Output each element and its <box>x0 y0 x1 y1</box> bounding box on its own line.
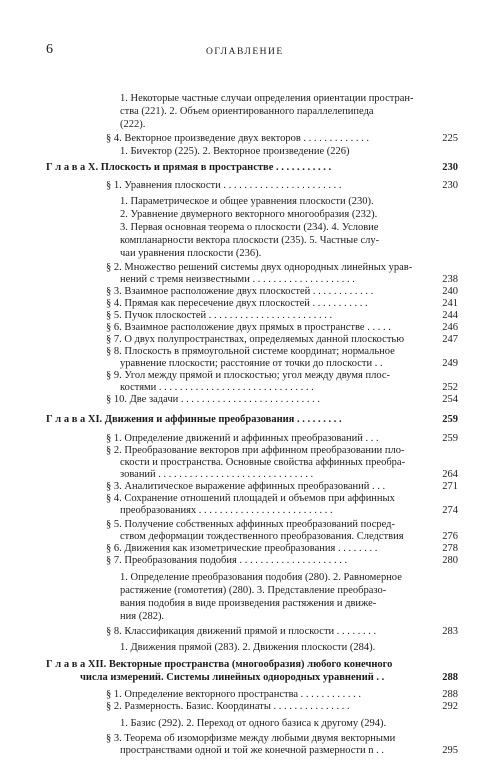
toc-page-number: 292 <box>442 701 458 712</box>
toc-line: § 5. Пучок плоскостей . . . . . . . . . . . . . . . . . . . . . . . . <box>106 310 333 321</box>
toc-line: § 2. Преобразование векторов при аффинном преобразовании пло- <box>106 445 405 456</box>
toc-line: § 1. Определение векторного пространства . . . . . . . . . . . . <box>106 689 362 700</box>
toc-line: ства (221). 2. Объем ориентированного параллелепипеда <box>120 106 374 117</box>
toc-page-number: 288 <box>442 672 458 683</box>
toc-line: § 6. Взаимное расположение двух прямых в пространстве . . . . . <box>106 322 391 333</box>
toc-line: зований . . . . . . . . . . . . . . . . . . . . . . . . . . . . . . <box>120 469 314 480</box>
toc-line: костями . . . . . . . . . . . . . . . . . . . . . . . . . . . . . . <box>120 382 314 393</box>
toc-line: § 4. Прямая как пересечение двух плоскостей . . . . . . . . . . . <box>106 298 368 309</box>
toc-line: § 8. Классификация движений прямой и плоскости . . . . . . . . <box>106 626 377 637</box>
toc-line: ния (282). <box>120 611 165 622</box>
toc-page-number: 230 <box>442 180 458 191</box>
toc-page-number: 225 <box>442 133 458 144</box>
toc-page-number: 249 <box>442 358 458 369</box>
toc-page-number: 254 <box>442 394 458 405</box>
toc-line: 1. Движения прямой (283). 2. Движения плоскости (284). <box>120 642 376 653</box>
toc-line: § 1. Уравнения плоскости . . . . . . . . . . . . . . . . . . . . . . . <box>106 180 342 191</box>
toc-line: растяжение (гомотетия) (280). 3. Представление преобразо- <box>120 585 387 596</box>
toc-page-number: 247 <box>442 334 458 345</box>
toc-line: § 2. Размерность. Базис. Координаты . . . . . . . . . . . . . . . <box>106 701 350 712</box>
toc-line: 1. Биvектор (225). 2. Векторное произведение (226) <box>120 146 350 157</box>
toc-page-number: 271 <box>442 481 458 492</box>
toc-line: § 3. Теорема об изоморфизме между любыми двумя векторными <box>106 733 396 744</box>
toc-line: 1. Некоторые частные случаи определения ориентации простран- <box>120 93 414 104</box>
toc-line: скости и пространства. Основные свойства аффинных преобра- <box>120 457 406 468</box>
toc-page-number: 276 <box>442 531 458 542</box>
toc-page-number: 274 <box>442 505 458 516</box>
toc-page-number: 230 <box>442 162 458 173</box>
toc-line: нений с тремя неизвестными . . . . . . . . . . . . . . . . . . . . <box>120 274 355 285</box>
toc-line: § 8. Плоскость в прямоугольной системе координат; нормальное <box>106 346 395 357</box>
toc-page-number: 283 <box>442 626 458 637</box>
toc-line: чаи уравнения плоскости (236). <box>120 248 262 259</box>
chapter-heading: Г л а в а X. Плоскость и прямая в пространстве . . . . . . . . . . . <box>46 162 332 173</box>
toc-page-number: 252 <box>442 382 458 393</box>
toc-line: § 2. Множество решений системы двух однородных линейных урав- <box>106 262 413 273</box>
toc-line: ством деформации тождественного преобразования. Следствия <box>120 531 404 542</box>
toc-line: компланарности вектора плоскости (235). 5. Частные слу- <box>120 235 380 246</box>
toc-page-number: 240 <box>442 286 458 297</box>
chapter-heading: числа измерений. Системы линейных однородных уравнений . . <box>80 672 385 683</box>
toc-line: § 4. Векторное произведение двух векторов . . . . . . . . . . . . . <box>106 133 370 144</box>
toc-page-number: 264 <box>442 469 458 480</box>
toc-line: 1. Определение преобразования подобия (280). 2. Равномерное <box>120 572 402 583</box>
toc-line: § 10. Две задачи . . . . . . . . . . . . . . . . . . . . . . . . . . . <box>106 394 321 405</box>
toc-line: уравнение плоскости; расстояние от точки до плоскости . . <box>120 358 383 369</box>
toc-line: 1. Базис (292). 2. Переход от одного базиса к другому (294). <box>120 718 387 729</box>
toc-line: пространствами одной и той же конечной размерности n . . <box>120 745 384 756</box>
toc-line: § 9. Угол между прямой и плоскостью; угол между двумя плос- <box>106 370 391 381</box>
toc-line: § 7. О двух полупространствах, определяемых данной плоскостью <box>106 334 405 345</box>
toc-page-number: 246 <box>442 322 458 333</box>
toc-page-number: 288 <box>442 689 458 700</box>
toc-line: 1. Параметрическое и общее уравнения плоскости (230). <box>120 196 374 207</box>
toc-page-number: 259 <box>442 433 458 444</box>
page-number: 6 <box>46 42 53 57</box>
toc-page-number: 278 <box>442 543 458 554</box>
toc-page-number: 259 <box>442 414 458 425</box>
toc-line: § 5. Получение собственных аффинных преобразований посред- <box>106 519 395 530</box>
toc-line: § 7. Преобразования подобия . . . . . . . . . . . . . . . . . . . . . <box>106 555 348 566</box>
toc-page-number: 280 <box>442 555 458 566</box>
toc-line: § 3. Аналитическое выражение аффинных преобразований . . . <box>106 481 386 492</box>
chapter-heading: Г л а в а XI. Движения и аффинные преобразования . . . . . . . . . <box>46 414 342 425</box>
toc-page-number: 241 <box>442 298 458 309</box>
toc-page-number: 238 <box>442 274 458 285</box>
chapter-heading: Г л а в а XII. Векторные пространства (многообразия) любого конечного <box>46 659 393 670</box>
running-head: ОГЛАВЛЕНИЕ <box>206 47 284 57</box>
toc-line: § 1. Определение движений и аффинных преобразований . . . <box>106 433 379 444</box>
toc-line: § 4. Сохранение отношений площадей и объемов при аффинных <box>106 493 395 504</box>
toc-line: вания подобия в виде произведения растяжения и движе- <box>120 598 377 609</box>
toc-page-number: 244 <box>442 310 458 321</box>
toc-line: § 6. Движения как изометрические преобразования . . . . . . . . <box>106 543 378 554</box>
toc-line: § 3. Взаимное расположение двух плоскостей . . . . . . . . . . . . <box>106 286 374 297</box>
toc-line: (222). <box>120 119 146 130</box>
toc-line: 3. Первая основная теорема о плоскости (234). 4. Условие <box>120 222 379 233</box>
toc-line: 2. Уравнение двумерного векторного многообразия (232). <box>120 209 378 220</box>
toc-line: преобразованиях . . . . . . . . . . . . . . . . . . . . . . . . . . <box>120 505 333 516</box>
toc-page-number: 295 <box>442 745 458 756</box>
